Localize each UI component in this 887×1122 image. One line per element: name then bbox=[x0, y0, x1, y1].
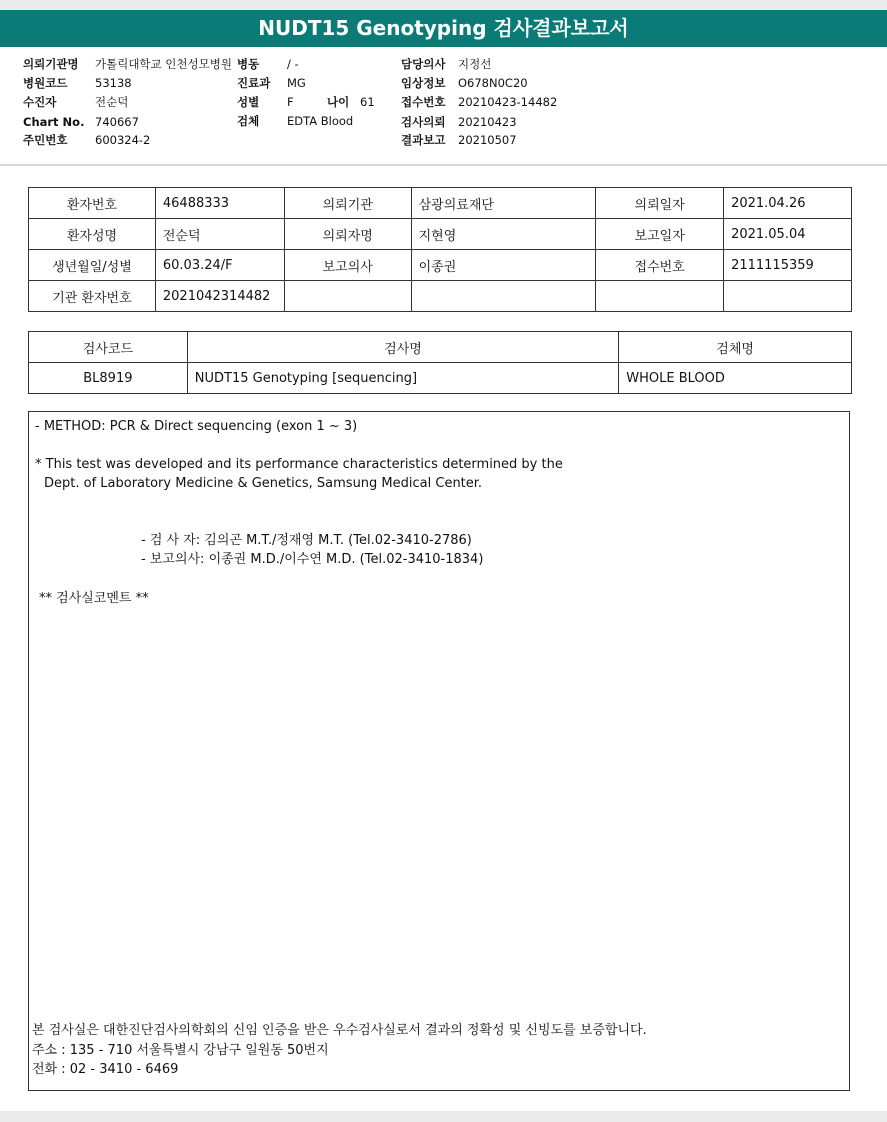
patient-name-value: 전순덕 bbox=[155, 219, 284, 250]
report-title: NUDT15 Genotyping 검사결과보고서 bbox=[0, 10, 887, 47]
report-date-label: 보고일자 bbox=[596, 219, 724, 250]
disclaimer-line-2: Dept. of Laboratory Medicine & Genetics, Samsung Medical Center. bbox=[44, 476, 483, 491]
patient-name-label: 환자성명 bbox=[29, 219, 156, 250]
doctor-label: 담당의사 bbox=[401, 57, 446, 71]
table-row bbox=[29, 250, 852, 281]
report-header bbox=[0, 47, 887, 166]
examiner-line: - 검 사 자: 김의곤 M.T./정재영 M.T. (Tel.02-3410-2786) bbox=[141, 533, 472, 548]
requester-value: 지현영 bbox=[411, 219, 596, 250]
age-label: 나이 bbox=[327, 95, 350, 109]
age-value: 61 bbox=[360, 95, 375, 109]
method-line: - METHOD: PCR & Direct sequencing (exon 1 ~ 3) bbox=[35, 419, 358, 434]
test-code-header: 검사코드 bbox=[29, 332, 188, 363]
table-header-row bbox=[29, 332, 852, 363]
org-patient-no-label: 기관 환자번호 bbox=[29, 281, 156, 312]
receipt-no-label: 접수번호 bbox=[596, 250, 724, 281]
institution-value: 가톨릭대학교 인천성모병원 bbox=[95, 57, 232, 71]
test-info-table bbox=[28, 331, 852, 394]
report-sheet bbox=[0, 166, 887, 1111]
clinical-info-label: 임상정보 bbox=[401, 76, 446, 90]
test-code-value: BL8919 bbox=[29, 363, 188, 394]
sex-value: F bbox=[287, 95, 294, 109]
empty-cell bbox=[284, 281, 411, 312]
table-row bbox=[29, 363, 852, 394]
certification-line: 본 검사실은 대한진단검사의학회의 신임 인증을 받은 우수검사실로서 결과의 정확성 및 신빙도를 보증합니다. bbox=[32, 1023, 647, 1038]
clinical-info-value: O678N0C20 bbox=[458, 76, 528, 90]
resident-no-value: 600324-2 bbox=[95, 133, 151, 147]
doctor-value: 지정선 bbox=[458, 57, 492, 71]
request-date-value: 2021.04.26 bbox=[724, 188, 852, 219]
result-date-label: 결과보고 bbox=[401, 133, 446, 147]
reporting-doctor-value: 이종권 bbox=[411, 250, 596, 281]
ward-value: / - bbox=[287, 57, 299, 71]
patient-no-label: 환자번호 bbox=[29, 188, 156, 219]
receipt-no-label: 접수번호 bbox=[401, 95, 446, 109]
reporter-line: - 보고의사: 이종권 M.D./이수연 M.D. (Tel.02-3410-1834) bbox=[141, 552, 484, 567]
requester-label: 의뢰자명 bbox=[284, 219, 411, 250]
specimen-name-header: 검체명 bbox=[619, 332, 852, 363]
request-date-label: 의뢰일자 bbox=[596, 188, 724, 219]
org-patient-no-value: 2021042314482 bbox=[155, 281, 284, 312]
lab-comment-heading: ** 검사실코멘트 ** bbox=[39, 591, 149, 606]
sex-label: 성별 bbox=[237, 95, 260, 109]
receipt-no-value: 2111115359 bbox=[724, 250, 852, 281]
patient-no-value: 46488333 bbox=[155, 188, 284, 219]
birth-sex-label: 생년월일/성별 bbox=[29, 250, 156, 281]
specimen-value: EDTA Blood bbox=[287, 114, 354, 128]
request-date-label: 검사의뢰 bbox=[401, 115, 446, 129]
table-row bbox=[29, 281, 852, 312]
specimen-label: 검체 bbox=[237, 114, 260, 128]
table-row bbox=[29, 219, 852, 250]
reporting-doctor-label: 보고의사 bbox=[284, 250, 411, 281]
resident-no-label: 주민번호 bbox=[23, 133, 68, 147]
hospital-code-label: 병원코드 bbox=[23, 76, 68, 90]
birth-sex-value: 60.03.24/F bbox=[155, 250, 284, 281]
department-label: 진료과 bbox=[237, 76, 271, 90]
empty-cell bbox=[411, 281, 596, 312]
disclaimer-line-1: * This test was developed and its performance characteristics determined by the bbox=[35, 457, 563, 472]
result-date-value: 20210507 bbox=[458, 133, 517, 147]
requesting-org-value: 삼광의료재단 bbox=[411, 188, 596, 219]
chart-no-label: Chart No. bbox=[23, 115, 85, 129]
patient-value: 전순덕 bbox=[95, 95, 129, 109]
report-date-value: 2021.05.04 bbox=[724, 219, 852, 250]
specimen-name-value: WHOLE BLOOD bbox=[619, 363, 852, 394]
department-value: MG bbox=[287, 76, 306, 90]
receipt-no-value: 20210423-14482 bbox=[458, 95, 558, 109]
result-comment-box bbox=[28, 411, 850, 1091]
patient-label: 수진자 bbox=[23, 95, 57, 109]
test-name-header: 검사명 bbox=[187, 332, 619, 363]
test-name-value: NUDT15 Genotyping [sequencing] bbox=[187, 363, 619, 394]
request-date-value: 20210423 bbox=[458, 115, 517, 129]
empty-cell bbox=[596, 281, 724, 312]
phone-line: 전화 : 02 - 3410 - 6469 bbox=[32, 1062, 179, 1077]
address-line: 주소 : 135 - 710 서울특별시 강남구 일원동 50번지 bbox=[32, 1043, 329, 1058]
hospital-code-value: 53138 bbox=[95, 76, 132, 90]
chart-no-value: 740667 bbox=[95, 115, 139, 129]
ward-label: 병동 bbox=[237, 57, 260, 71]
patient-info-table bbox=[28, 187, 852, 312]
empty-cell bbox=[724, 281, 852, 312]
institution-label: 의뢰기관명 bbox=[23, 57, 79, 71]
requesting-org-label: 의뢰기관 bbox=[284, 188, 411, 219]
table-row bbox=[29, 188, 852, 219]
